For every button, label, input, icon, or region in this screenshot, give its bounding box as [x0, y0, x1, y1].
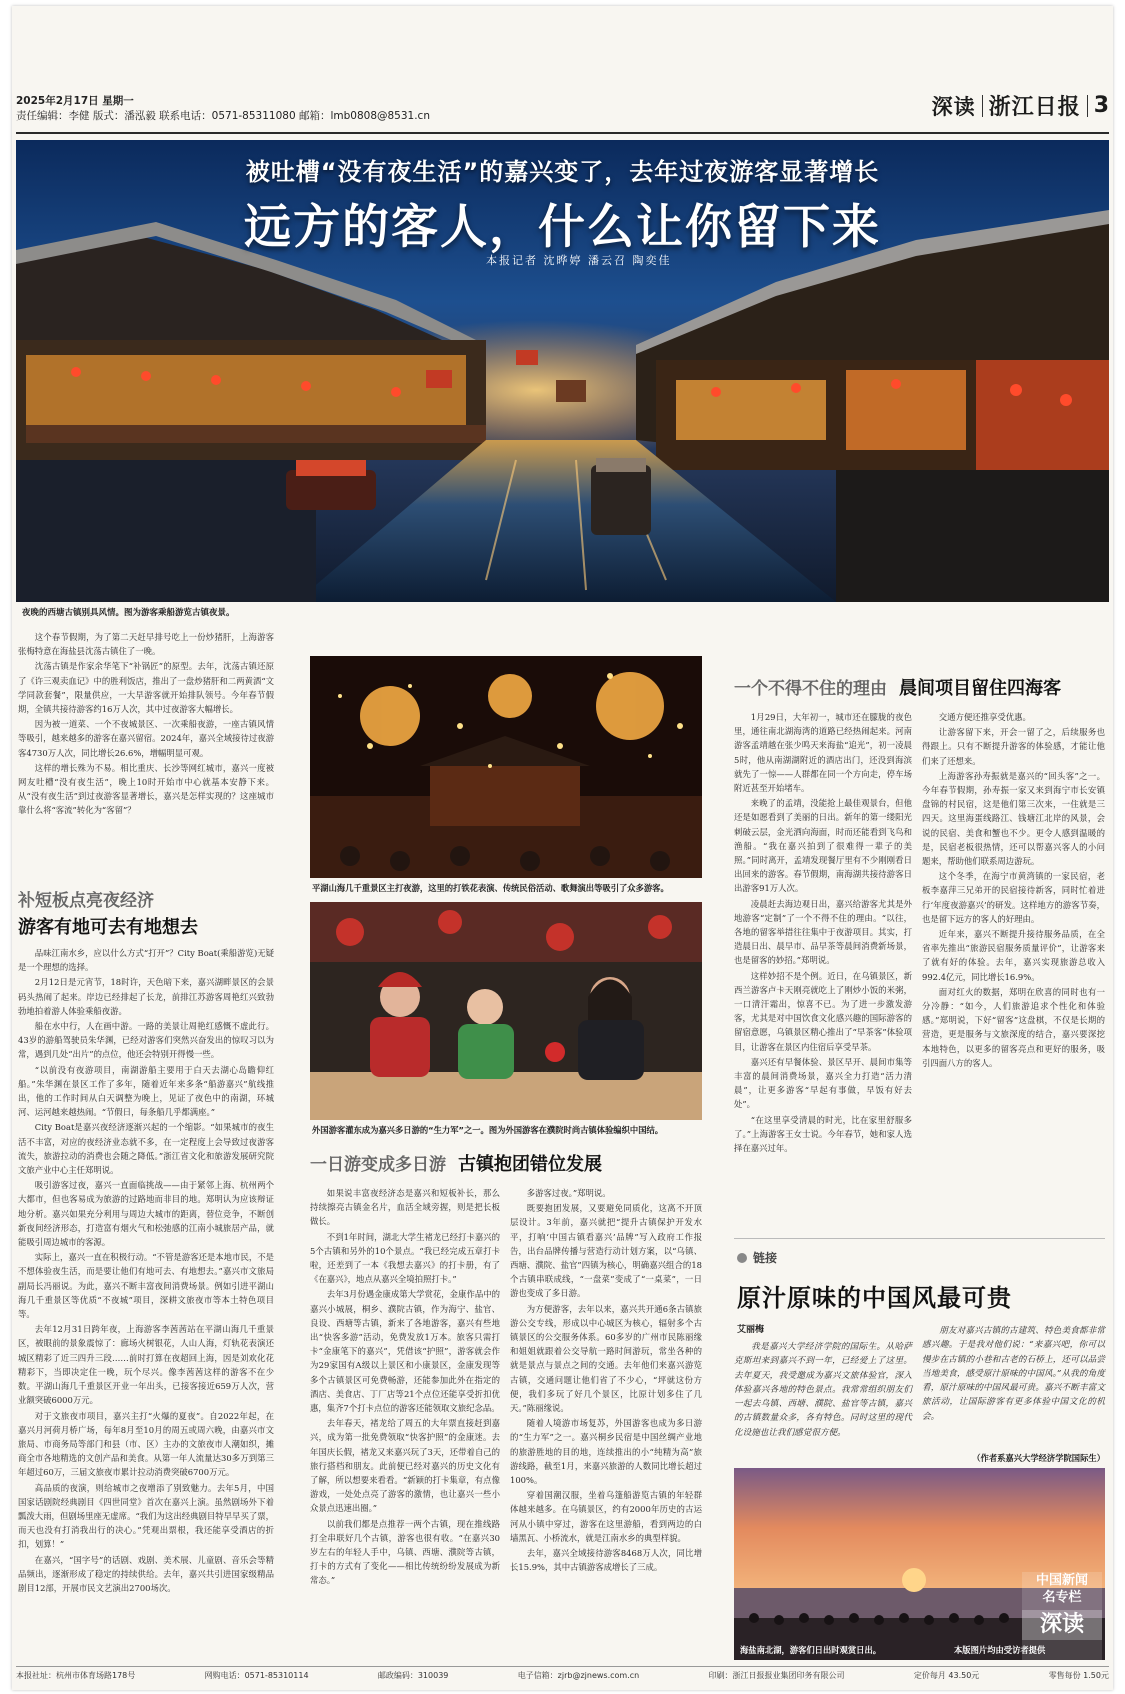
paragraph: 让游客留下来，开会一留了之，后续服务也得跟上。只有不断提升游客的体验感，才能让他们来了还想来。: [922, 727, 1105, 766]
paragraph: 去年3月份遇金康成第大学赏花，金康作品中的嘉兴小城展，桐乡、濮院古镇，作为海宁、盐官、良设、西塘等古镇，新来了各地游客，嘉兴有些地出“快客多游”活动，免费发放1万本。旅客只需打卡“金康笔下的嘉兴”，凭借该“护照”，游客就会作为29家国有A级以上景区和小康景区，金康发现等多个古镇景区可免费畅游，还能参加此外在指定的酒店、美食店、丁厂店等21个点位还能享受折扣优惠，集齐7个打卡点位的游客还能领取文旅纪念品。: [310, 1289, 500, 1414]
paragraph: 以前我们都是点推荐一两个古镇，现在推线路打全串联好几个古镇，游客也很有收。“在嘉兴30岁左右的年轻人手中，乌镇、西塘、濮院等古镇，打卡的方式有了变化——相比传统纷纷发展成为新常态。”: [310, 1518, 500, 1586]
page-number: 3: [1093, 93, 1109, 118]
paragraph: 来晚了的孟靖，没能抢上最佳观景台，但他还是如愿看到了美丽的日出。新年的第一缕阳光刺破云层，金光洒向海面，时而还能看到飞鸟和渔船。“我在嘉兴拍到了很难得一辈子的美照。”同时离开，孟靖发现餐厅里有不少刚刚看日出回来的游客。春节假期，南海湖共接待游客日出游客91万人次。: [734, 798, 912, 894]
sidebar-column-b: [922, 1324, 1105, 1450]
subhead-title: 晨间项目留住四海客: [899, 678, 1061, 699]
article-column-center-a: [310, 1186, 500, 1660]
masthead-brand: [932, 90, 1109, 121]
subhead-kicker: 一个不得不住的理由: [734, 679, 887, 699]
subhead-title: 古镇抱团错位发展: [458, 1154, 602, 1175]
photo-caption: 平湖山海几千重景区主打夜游，这里的打铁花表演、传统民俗活动、歌舞演出等吸引了众多游客。: [312, 883, 669, 893]
divider: [1087, 95, 1088, 117]
section-name: 深读: [931, 94, 976, 119]
paragraph: 这样妙招不是个例。近日，在乌镇景区，新西兰游客卢卡天刚亮就吃上了刚炒小饭的米粥，一口清汗霜出，惊喜不已。为了进一步激发游客，尤其是对中国饮食文化感兴趣的国际游客的留宿意愿，乌镇景区精心推出了“早茶客”体验项目，让游客在景区内住宿后享受早茶。: [734, 970, 912, 1052]
sidebar-column-a: [734, 1340, 912, 1464]
paragraph: 1月29日，大年初一，城市还在朦胧的夜色里，通往南北湖海湾的道路已经热闹起来。河南游客孟靖越在张少鸣天来海盐“追光”，初一凌晨5时，他从南湖湖附近的酒店出门，还没到海滨就先了一惊——人群都在同一个方向走，停车场附近甚至开始堵车。: [734, 712, 912, 794]
right-subhead: [734, 674, 1061, 700]
paper-logo: 浙江日报: [988, 94, 1081, 120]
masthead: [16, 90, 1109, 130]
paragraph: 为方便游客，去年以来，嘉兴共开通6条古镇旅游公交专线，形成以中心城区为核心，辐射多个古镇景区的公交服务体系。60多岁的广州市民陈丽缘和姐姐就跟着公交导航一路时间游玩，常坐各种的就是景点与景点之间的交通。去年他们来嘉兴游览古镇，交通问题让他们省了不少心，“坪就这份方便，我们多玩了好几个景区，比原计划多住了几天。”陈丽缘说。: [510, 1303, 702, 1414]
paragraph: 去年春天，褚龙给了周五的大年票直接赶到嘉兴，成为第一批免费领取“快客护照”的金康迷。去年国庆长假，褚龙又来嘉兴玩了3天，还带着自己的旅行搭档和朋友。此前便已经对嘉兴的历史文化有了解，所以想要来看看。“新颖的打卡集章，有点像游戏，一处处点亮了游客的激情，也让嘉兴一些小众景点迅速出圈。”: [310, 1418, 500, 1514]
article-intro: [18, 630, 274, 816]
column-badge: [1022, 1572, 1102, 1660]
paragraph: 多游客过夜。”郑明说。: [526, 1188, 611, 1198]
paragraph: 吸引游客过夜，嘉兴一直面临挑战——由于紧邻上海、杭州两个大都市，但也客易成为旅游的过路地而非目的地。郑明认为应该辩证地分析。嘉兴如果充分利用与周边大城市的距离，替位竞争，不断创新夜间经济形态，打造富有烟火气和松弛感的江南小城旅居产品，就能吸引周边城市的客源。: [18, 1180, 274, 1248]
sidebar-headline: 原汁原味的中国风最可贵: [737, 1284, 1012, 1312]
footer-post: 邮政编码：310039: [377, 1671, 449, 1680]
paragraph: 这个冬季，在海宁市黄湾镇的一家民宿，老板李嘉萍三兄弟开的民宿接待新客，同时忙着进行‘年度夜游嘉兴’的研发。这样地方的游客节奏，也是留下远方的客人的好理由。: [922, 871, 1105, 924]
paragraph: 这样的增长殊为不易。相比重庆、长沙等网红城市，嘉兴一度被网友吐槽“没有夜生活”，晚上10时开始市中心就基本安静下来。从“没有夜生活”到过夜游客显著增长，嘉兴是怎样实现的？这座城市靠什么将“客流”转化为“客留”？: [18, 762, 274, 816]
photo-caption: 海盐南北湖，游客们日出时观赏日出。: [740, 1645, 882, 1655]
paragraph: 去年12月31日跨年夜，上海游客李茜茜站在平湖山海几千重景区，被眼前的景象震惊了：廊场火树银花，人山人海，灯轨花表演还城区精彩了近三四升三段……前时打算在夜超回上海，因是刘欢化花精彩下，当即决定住一晚，玩个尽兴。像李茜茜这样的游客不在少数。平湖山海几千重景区开业一年出头，已接客接近659万人次，营业额突破6000万元。: [18, 1324, 274, 1406]
badge-brand: 深读: [1022, 1610, 1102, 1640]
subhead-kicker: 一日游变成多日游: [310, 1155, 446, 1175]
paragraph: 高品质的夜演，则给城市之夜增添了别致魅力。去年5月，中国国家话剧院经典剧目《四世同堂》首次在嘉兴上演。虽然剧场外下着瓢泼大雨，但剧场里座无虚席。“我们为这出经典剧目特早早买了票，而天也没有打消我出行的决心。”凭观出票根，我还能享受酒店的折扣，划算！”: [18, 1482, 274, 1550]
article-column-left: [18, 946, 274, 1658]
paragraph: 去年，嘉兴全域接待游客8468万人次，同比增长15.9%，其中古镇游客成增长了三成。: [510, 1548, 702, 1573]
newspaper-page: [12, 6, 1113, 1690]
paragraph: 对于文旅夜市项目，嘉兴主打“火爆的夏夜”。自2022年起，在嘉兴月河荷月桥广场，每年8月至10月的周五或周六晚，由嘉兴市文旅局、市商务局等部门和县（市、区）主办的文旅夜市人潮如织，摊商全市各地精选的文创产品和美食。从第一年人流量达30多万到第三年超过60万，三届文旅夜市累计拉动消费突破6700万元。: [18, 1410, 274, 1478]
subhead-title: 游客有地可去有地想去: [18, 917, 198, 938]
masthead-rule: [16, 132, 1109, 134]
byline: 本报记者 沈晔婷 潘云召 陶奕佳: [486, 254, 672, 267]
hero-photo: [16, 140, 1109, 622]
hero-kicker: 被吐槽“没有夜生活”的嘉兴变了，去年过夜游客显著增长: [245, 158, 880, 186]
paragraph: 交通方便还推享受优惠。: [938, 712, 1031, 722]
footer-address: 本报社址：杭州市体育场路178号: [16, 1671, 136, 1680]
staff-line: 责任编辑：李健 版式：潘泓毅 联系电话：0571-85311080 邮箱：lmb0808@8531.cn: [16, 110, 430, 122]
paragraph: 品味江南水乡，应以什么方式“打开”？City Boat(乘船游览)无疑是一个理想的选择。: [18, 948, 274, 973]
paragraph: 我是嘉兴大学经济学院的国际生。从哈萨克斯坦来到嘉兴不到一年，已经爱上了这里。去年夏天，我受邀成为嘉兴文旅体验官，深入体验嘉兴各地的特色景点。我常常组织朋友们一起去乌镇、西塘、濮院、盐官等古镇，嘉兴的古镇数量众多，各有特色。同时这里的现代化设施也让我们感觉很方便。: [734, 1342, 912, 1438]
paragraph: 2月12日是元宵节，18时许，天色暗下来，嘉兴湖畔景区的会景码头热闹了起来。岸边已经排起了长龙，前排江苏游客周艳红兴致勃勃地拍着游人体验乘船夜游。: [18, 977, 274, 1016]
paragraph: 如果说丰富夜经济态是嘉兴和短板补长，那么持续擦亮古镇金名片，血活全域旁握，则是把长板做长。: [310, 1188, 500, 1227]
page-footer: [16, 1666, 1109, 1686]
paragraph: 这个春节假期，为了第二天赶早排号吃上一份炒猪肝，上海游客张梅特意在海盐县沈荡古镇住了一晚。: [18, 632, 274, 657]
paragraph: 上海游客孙寿振就是嘉兴的“回头客”之一。今年春节假期，孙寿振一家又来到海宁市长安镇盘锦的村民宿，这是他们第三次来，一住就是三四天。这里海蛋线路江、钱塘江北岸的风景，会说的民宿、美食和蟹也不少。更令人感到温暖的是，民宿老板很热情，还可以帮嘉兴客人的小问题来，帮助他们联系周边游玩。: [922, 770, 1105, 867]
paragraph: 既要抱团发展，又要避免同质化，这离不开顶层设计。3年前，嘉兴就把“提升古镇保护开发水平，打响‘中国古镇看嘉兴’品牌”写入政府工作报告，出台品牌传播与营造行动计划方案，以“乌镇、西塘、濮院、盐官”四镇为核心，明确嘉兴组合的18个古镇串联成线，“一盘菜”变成了“一桌菜”，一日游也变成了多日游。: [510, 1203, 702, 1299]
chinese-knot-photo: [310, 902, 702, 1120]
paragraph: 在嘉兴，“国字号”的话剧、戏剧、美术展、儿童剧、音乐会等精品频出，逐渐形成了稳定的持续供给。去年，嘉兴共引进国家级精品剧目12部，开展市民文艺演出2700场次。: [18, 1554, 274, 1593]
link-tag: [737, 1249, 777, 1266]
divider: [734, 1238, 1105, 1239]
divider: [982, 95, 983, 117]
photo-caption: 外国游客灌东成为嘉兴多日游的“生力军”之一。图为外国游客在濮院时尚古镇体验编织中国结。: [312, 1125, 664, 1135]
hero-caption: 夜晚的西塘古镇别具风情。图为游客乘船游览古镇夜景。: [22, 608, 235, 618]
paragraph: 实际上，嘉兴一直在积极行动。“不管是游客还是本地市民，不是不想体验夜生活，而是要让他们有地可去、有地想去。”嘉兴市文旅局副局长冯丽说。为此，嘉兴不断丰富夜间消费场景。例如引进平湖山海几千重景区等优质“不夜城”项目，深耕文旅夜市等本土特色项目等。: [18, 1252, 274, 1320]
headline: 远方的客人，什么让你留下来: [244, 200, 881, 255]
center-subhead: [310, 1150, 602, 1176]
footer-printer: 印刷：浙江日报报业集团印务有限公司: [708, 1671, 845, 1680]
footer-phone: 网购电话：0571-85310114: [204, 1671, 309, 1680]
paragraph: 嘉兴还有早餐体验、景区早开、晨间市集等丰富的晨间消费场景，嘉兴全力打造“活力清晨”，让更多游客“早起有事做，早饭有好去处”。: [734, 1056, 912, 1110]
link-tag-label: 链接: [753, 1251, 778, 1265]
masthead-info: [16, 94, 430, 124]
article-column-center-b: [510, 1186, 702, 1660]
paragraph: “在这里享受清晨的时光，比在家里舒服多了。”上海游客王女士说。今年春节，她和家人选择在嘉兴过年。: [734, 1114, 912, 1154]
paragraph: 因为被一道菜、一个不夜城景区、一次乘船夜游，一座古镇风情等吸引，越来越多的游客在嘉兴留宿。2024年，嘉兴全域接待过夜游客4730万人次，同比增长26.6%，增幅明显可观。: [18, 719, 274, 758]
sidebar-signature: （作者系嘉兴大学经济学院国际生）: [972, 1453, 1105, 1463]
paragraph: 近年来，嘉兴不断提升接待服务品质，在全省率先推出“旅游民宿服务质量评价”，让游客来了就有好的体验。去年，嘉兴实现旅游总收入992.4亿元，同比增长16.9%。: [922, 929, 1105, 982]
badge-line: 中国新闻: [1035, 1573, 1088, 1588]
paragraph: 穿着国潮汉服，坐着乌篷船游览古镇的年轻群体越来越多。在乌镇景区，约有2000年历史的古运河从小镇中穿过，游客在这里游船，看到两边的白墙黑瓦、小桥流水，就是江南水乡的典型样貌。: [510, 1490, 702, 1543]
badge-line: 名专栏: [1042, 1590, 1082, 1605]
paragraph: 凌晨赶去海边观日出，嘉兴给游客尤其是外地游客“定制”了一个不得不住的理由。“以往，各地的留客举措往往集中于夜游项目。其实，打造晨日出、晨早市、品早茶等晨间消费新场景，也是留客的妙招。”郑明说。: [734, 898, 912, 966]
article-column-right-a: [734, 710, 912, 1226]
issue-date: 2025年2月17日 星期一: [16, 95, 134, 107]
photo-credit: 本版图片均由受访者提供: [954, 1645, 1046, 1655]
paragraph: “以前没有夜游项目，南湖游船主要用于白天去湖心岛瞻仰红船。”朱华渊在景区工作了多年，随着近年来多条“船游嘉兴”航线推出，他的工作时间从白天调整为晚上，见证了夜色中的南湖，环城河、运河越来越热闹。“节假日，每条船几乎都满座。”: [18, 1064, 274, 1118]
paragraph: 沈荡古镇是作家余华笔下“补锅匠”的原型。去年，沈荡古镇还原了《许三观卖血记》中的胜利饭店，推出了一盘炒猪肝和二两黄酒“文学同款套餐”，限量供应，一大早游客就开始排队领号。今年春节假期，全镇共接待游客约16万人次，其中过夜游客大幅增长。: [18, 661, 274, 715]
sidebar-author: 艾丽梅: [737, 1325, 765, 1335]
footer-price-single: 零售每份 1.50元: [1048, 1671, 1109, 1680]
paragraph: 船在水中行，人在画中游。一路的美景让周艳红感慨不虚此行。43岁的游船驾驶员朱华渊，已经对游客们突然兴奋发出的惊叹习以为常，遇到几处“出片”的点位，他还会特别开得慢一些。: [18, 1021, 274, 1060]
fireworks-photo: [310, 656, 702, 878]
footer-email: 电子信箱：zjrb@zjnews.com.cn: [517, 1671, 640, 1680]
paragraph: 朋友对嘉兴古镇的古建筑、特色美食都非常感兴趣。于是我对他们说：“来嘉兴吧，你可以慢步在古镇的小巷和古老的石桥上，还可以品尝当地美食，感受原汁原味的中国风。”从我的角度看，原汁原味的中国风最可贵。嘉兴不断丰富文旅活动，让国际游客有更多体验中国文化的机会。: [922, 1326, 1105, 1422]
article-column-right-b: [922, 710, 1105, 1226]
footer-price-month: 定价每月 43.50元: [913, 1671, 980, 1680]
paragraph: City Boat是嘉兴夜经济逐渐兴起的一个缩影。“如果城市的夜生活不丰富，对应的夜经济业态就不多，在一定程度上会导致过夜游客流失，旅游拉动的消费也会随之降低。”浙江省文化和旅游发展研究院文旅产业中心主任郑明说。: [18, 1122, 274, 1176]
paragraph: 随着人境游市场复苏，外国游客也成为多日游的“生力军”之一。嘉兴桐乡民宿是中国丝绸产业地的旅游胜地的目的地，连续推出的小“纯精为高”旅游线路，截至1月，来嘉兴旅游的人数同比增长超过100%。: [510, 1418, 702, 1486]
paragraph: 不到1年时间，湖北大学生褚龙已经打卡嘉兴的5个古镇和另外的10个景点。“我已经完成五章打卡啦，还差到了一本《我想去嘉兴》的打卡册，有了《在嘉兴》，地点从嘉兴全境拍照打卡。”: [310, 1231, 500, 1285]
subhead-kicker: 补短板点亮夜经济: [18, 891, 154, 911]
paragraph: 面对红火的数据，郑明在欣喜的同时也有一分冷静：“如今，人们旅游追求个性化和体验感。”郑明说，下好“留客”这盘棋，不仅是长期的营造，更是服务与文旅深度的结合，嘉兴要深挖本地特色，以更多的留客亮点和更好的服务，吸引四面八方的客人。: [922, 986, 1105, 1068]
bullet-icon: [737, 1253, 747, 1263]
